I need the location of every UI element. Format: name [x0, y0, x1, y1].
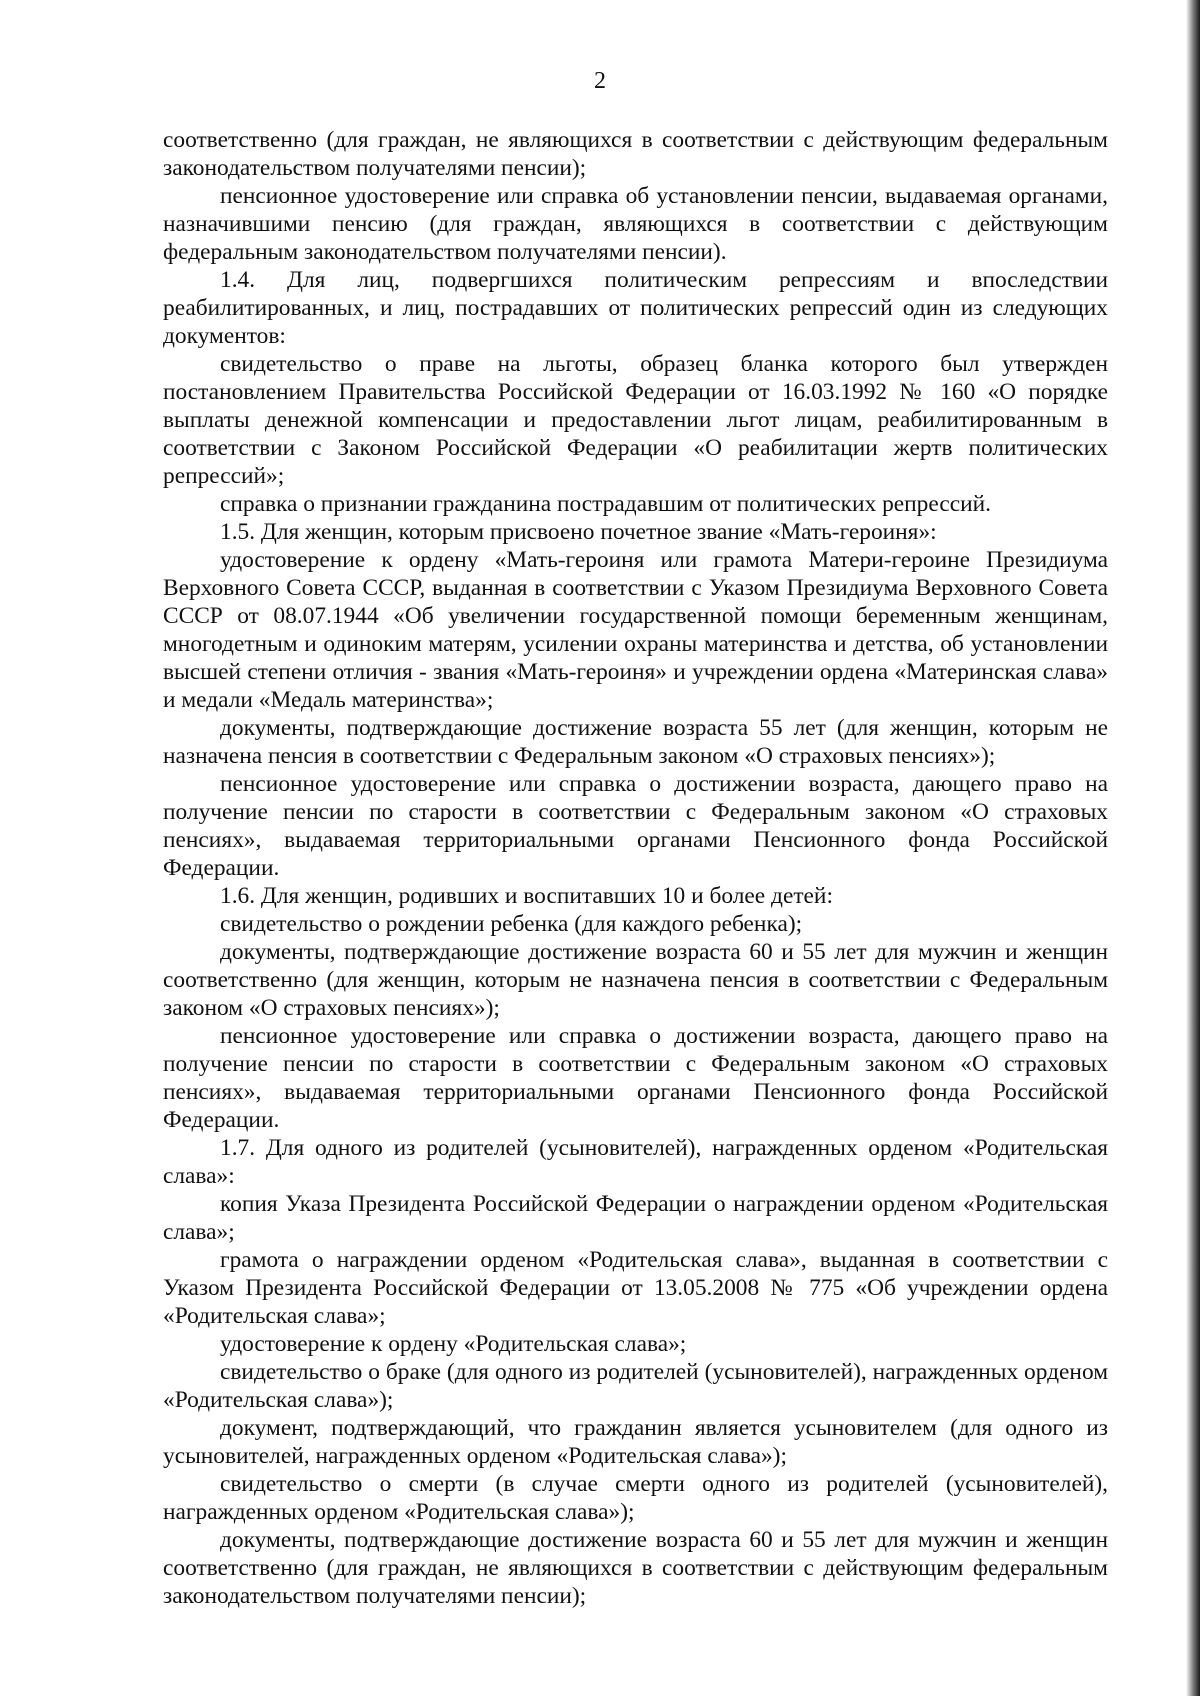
paragraph: грамота о награждении орденом «Родительская слава», выданная в соответствии с Указом Президента Российской Федерации от 13.05.2008 № 775 «Об учреждении ордена «Родительская слава»;: [163, 1247, 1108, 1329]
paragraph: 1.5. Для женщин, которым присвоено почетное звание «Мать-героиня»:: [220, 519, 937, 545]
paragraph: пенсионное удостоверение или справка об установлении пенсии, выдаваемая органами, назначившими пенсию (для граждан, являющихся в соответствии с действующим федеральным законодательством получателями пенсии).: [163, 183, 1108, 265]
paragraph: 1.4. Для лиц, подвергшихся политическим репрессиям и впоследствии реабилитированных, и лиц, пострадавших от политических репрессий один из следующих документов:: [163, 267, 1108, 349]
paragraph: 1.6. Для женщин, родивших и воспитавших 10 и более детей:: [220, 883, 833, 909]
paragraph: пенсионное удостоверение или справка о достижении возраста, дающего право на получение пенсии по старости в соответствии с Федеральным законом «О страховых пенсиях», выдаваемая территориальными органами Пенсионного фонда Российской Федерации.: [163, 771, 1108, 881]
paragraph: удостоверение к ордену «Родительская слава»;: [220, 1331, 687, 1357]
paragraph: документ, подтверждающий, что гражданин является усыновителем (для одного из усыновителей, награжденных орденом «Родительская слава»);: [163, 1415, 1108, 1469]
paragraph: пенсионное удостоверение или справка о достижении возраста, дающего право на получение пенсии по старости в соответствии с Федеральным законом «О страховых пенсиях», выдаваемая территориальными органами Пенсионного фонда Российской Федерации.: [163, 1023, 1108, 1133]
paragraph: документы, подтверждающие достижение возраста 55 лет (для женщин, которым не назначена пенсия в соответствии с Федеральным законом «О страховых пенсиях»);: [163, 715, 1108, 769]
paragraph: свидетельство о праве на льготы, образец бланка которого был утвержден постановлением Правительства Российской Федерации от 16.03.1992 № 160 «О порядке выплаты денежной компенсации и предоставлении льгот лицам, реабилитированным в соответствии с Законом Российской Федерации «О реабилитации жертв политических репрессий»;: [163, 351, 1108, 489]
paragraph: копия Указа Президента Российской Федерации о награждении орденом «Родительская слава»;: [163, 1191, 1108, 1245]
paragraph: справка о признании гражданина пострадавшим от политических репрессий.: [220, 491, 991, 517]
page-number: 2: [594, 68, 606, 94]
paragraph: свидетельство о рождении ребенка (для каждого ребенка);: [220, 911, 803, 937]
paragraph: удостоверение к ордену «Мать-героиня или грамота Матери-героине Президиума Верховного Совета СССР, выданная в соответствии с Указом Президиума Верховного Совета СССР от 08.07.1944 «Об увеличении государственной помощи беременным женщинам, многодетным и одиноким матерям, усилении охраны материнства и детства, об установлении высшей степени отличия - звания «Мать-героиня» и учреждении ордена «Материнская слава» и медали «Медаль материнства»;: [163, 547, 1108, 713]
paragraph: документы, подтверждающие достижение возраста 60 и 55 лет для мужчин и женщин соответственно (для граждан, не являющихся в соответствии с действующим федеральным законодательством получателями пенсии);: [163, 1527, 1108, 1609]
paragraph: соответственно (для граждан, не являющихся в соответствии с действующим федеральным законодательством получателями пенсии);: [163, 127, 1108, 181]
paragraph: 1.7. Для одного из родителей (усыновителей), награжденных орденом «Родительская слава»:: [163, 1135, 1108, 1189]
scan-edge-shadow: [1186, 0, 1200, 1696]
paragraph: свидетельство о смерти (в случае смерти одного из родителей (усыновителей), награжденных орденом «Родительская слава»);: [163, 1471, 1108, 1525]
document-body: [163, 126, 1108, 1610]
paragraph: документы, подтверждающие достижение возраста 60 и 55 лет для мужчин и женщин соответственно (для женщин, которым не назначена пенсия в соответствии с Федеральным законом «О страховых пенсиях»);: [163, 939, 1108, 1021]
paragraph: свидетельство о браке (для одного из родителей (усыновителей), награжденных орденом «Родительская слава»);: [163, 1359, 1108, 1413]
